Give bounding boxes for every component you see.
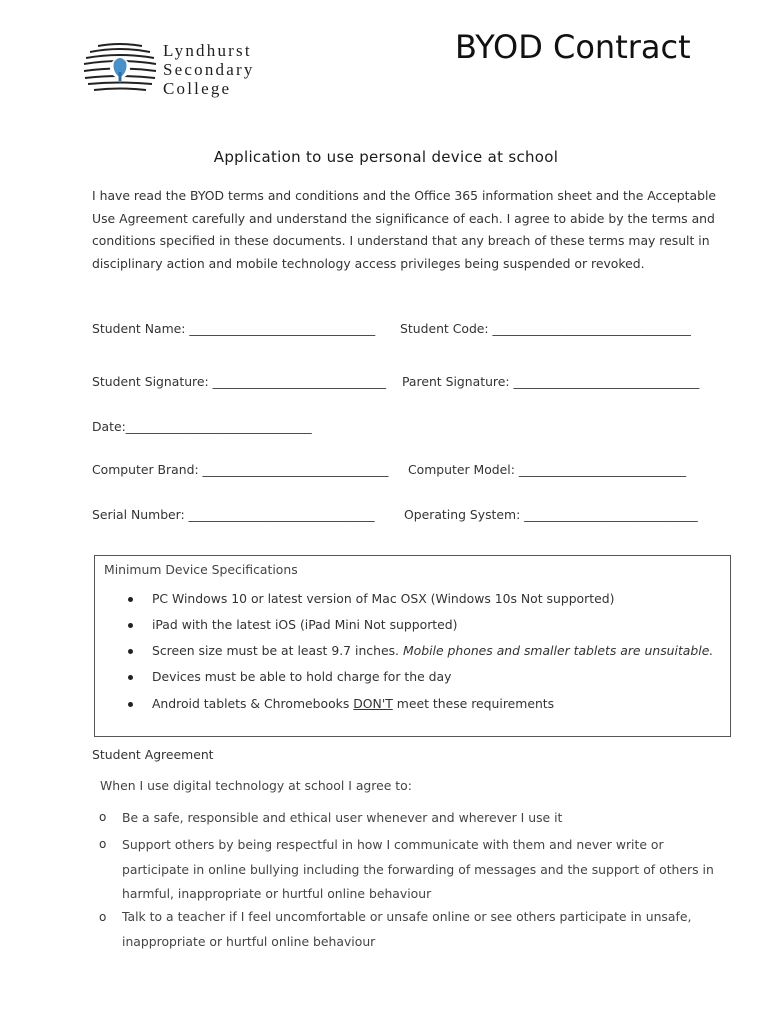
computer-brand-field[interactable]: Computer Brand: ______________________________ <box>92 462 389 477</box>
computer-model-field[interactable]: Computer Model: ___________________________ <box>408 462 687 477</box>
bullet-icon <box>128 675 133 680</box>
bullet-icon <box>128 649 133 654</box>
date-field[interactable]: Date:______________________________ <box>92 419 312 434</box>
document-title: BYOD Contract <box>455 28 691 66</box>
spec-text: Android tablets & Chromebooks <box>151 696 350 711</box>
bullet-icon <box>128 702 133 707</box>
spec-item <box>128 696 554 711</box>
school-name <box>163 42 255 99</box>
bullet-icon <box>128 623 133 628</box>
agreement-intro: When I use digital technology at school I agree to: <box>100 778 412 793</box>
logo-line-1: Lyndhurst <box>163 41 252 60</box>
spec-text: PC Windows 10 or latest version of Mac OSX (Windows 10s Not supported) <box>151 591 615 606</box>
serial-number-field[interactable]: Serial Number: ______________________________ <box>92 507 375 522</box>
form-subtitle: Application to use personal device at school <box>213 148 559 166</box>
spec-item <box>128 617 457 632</box>
agreement-item: Support others by being respectful in how I communicate with them and never write or participate in online bullying including the forwarding of messages and the support of others in harmful, inappropriate or hurtful online behaviour <box>122 837 714 901</box>
logo-line-3: College <box>163 79 232 98</box>
spec-text: Screen size must be at least 9.7 inches. <box>151 643 399 658</box>
parent-signature-field[interactable]: Parent Signature: ______________________________ <box>402 374 700 389</box>
spec-item <box>128 591 614 606</box>
spec-text-end: meet these requirements <box>396 696 555 711</box>
student-signature-field[interactable]: Student Signature: ____________________________ <box>92 374 387 389</box>
agreement-item: Talk to a teacher if I feel uncomfortable or unsafe online or see others participate in unsafe, inappropriate or hurtful online behaviour <box>122 909 692 949</box>
student-name-field[interactable]: Student Name: ______________________________ <box>92 321 376 336</box>
spec-text: Devices must be able to hold charge for the day <box>151 669 452 684</box>
spec-underline: DON'T <box>353 696 393 711</box>
spec-item <box>128 669 451 684</box>
spec-item <box>128 643 713 658</box>
declaration-paragraph: I have read the BYOD terms and conditions and the Office 365 information sheet and the Acceptable Use Agreement carefully and understand the significance of each. I agree to abide by the terms and conditions specified in these documents. I understand that any breach of these terms may result in disciplinary action and mobile technology access privileges being suspended or revoked. <box>92 188 717 271</box>
list-marker: o <box>99 810 107 824</box>
bullet-icon <box>128 597 133 602</box>
operating-system-field[interactable]: Operating System: ____________________________ <box>404 507 698 522</box>
spec-text: iPad with the latest iOS (iPad Mini Not supported) <box>151 617 458 632</box>
list-marker: o <box>99 910 107 924</box>
school-crest-icon <box>80 40 160 96</box>
specifications-title: Minimum Device Specifications <box>104 562 298 577</box>
student-code-field[interactable]: Student Code: ________________________________ <box>400 321 691 336</box>
list-marker: o <box>99 837 107 851</box>
agreement-item: Be a safe, responsible and ethical user whenever and wherever I use it <box>122 810 563 825</box>
logo-line-2: Secondary <box>163 60 255 79</box>
agreement-heading: Student Agreement <box>92 747 214 762</box>
spec-emphasis: Mobile phones and smaller tablets are unsuitable. <box>402 643 714 658</box>
